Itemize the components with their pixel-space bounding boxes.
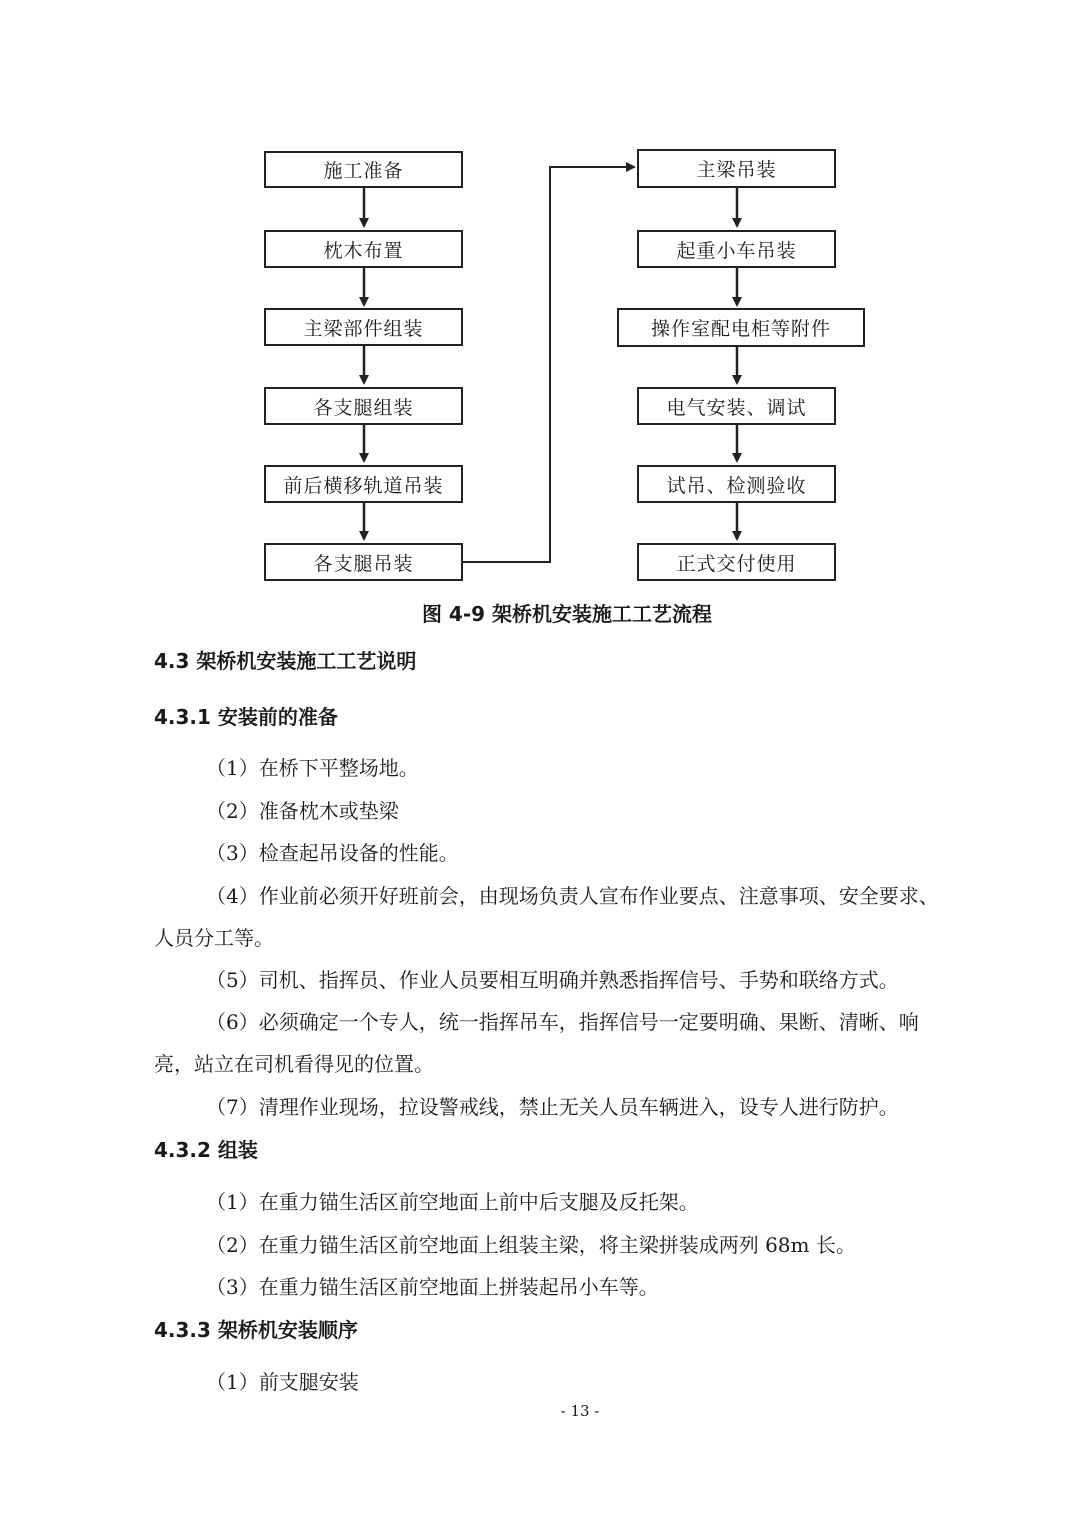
list-item: （1）在重力锚生活区前空地面上前中后支腿及反托架。 [206, 1190, 699, 1214]
flow-step-left-1: 施工准备 [264, 151, 463, 188]
list-item: （3）检查起吊设备的性能。 [206, 841, 459, 865]
section-4-3-3-title: 4.3.3 架桥机安装顺序 [154, 1318, 358, 1342]
section-4-3-2-title: 4.3.2 组装 [154, 1138, 258, 1162]
list-item: （2）在重力锚生活区前空地面上组装主梁，将主梁拼装成两列 68m 长。 [206, 1233, 856, 1257]
flow-step-right-5: 试吊、检测验收 [637, 465, 836, 503]
list-item: （1）在桥下平整场地。 [206, 756, 419, 780]
list-item: （7）清理作业现场，拉设警戒线，禁止无关人员车辆进入，设专人进行防护。 [206, 1095, 899, 1119]
flow-step-right-3: 操作室配电柜等附件 [617, 308, 865, 347]
page-number: - 13 - [560, 1402, 600, 1420]
flow-step-left-2: 枕木布置 [264, 230, 463, 268]
arrow-left-to-right [463, 167, 634, 562]
list-item-continuation: 亮，站立在司机看得见的位置。 [154, 1052, 434, 1076]
flow-step-right-2: 起重小车吊装 [637, 230, 836, 268]
figure-caption: 图 4-9 架桥机安装施工工艺流程 [421, 602, 713, 626]
flow-step-right-1: 主梁吊装 [637, 149, 836, 188]
flow-step-right-6: 正式交付使用 [637, 543, 836, 581]
flowchart-connectors [0, 0, 1080, 620]
list-item: （6）必须确定一个专人，统一指挥吊车，指挥信号一定要明确、果断、清晰、响 [206, 1010, 919, 1034]
flow-step-left-6: 各支腿吊装 [264, 543, 463, 581]
list-item: （2）准备枕木或垫梁 [206, 799, 399, 823]
section-4-3-title: 4.3 架桥机安装施工工艺说明 [154, 649, 417, 673]
flow-step-left-5: 前后横移轨道吊装 [264, 465, 463, 503]
flow-step-left-3: 主梁部件组装 [264, 308, 463, 346]
list-item: （1）前支腿安装 [206, 1370, 359, 1394]
section-4-3-1-title: 4.3.1 安装前的准备 [154, 705, 338, 729]
list-item-continuation: 人员分工等。 [154, 926, 274, 950]
list-item: （5）司机、指挥员、作业人员要相互明确并熟悉指挥信号、手势和联络方式。 [206, 968, 899, 992]
list-item: （4）作业前必须开好班前会，由现场负责人宣布作业要点、注意事项、安全要求、 [206, 884, 939, 908]
flow-step-left-4: 各支腿组装 [264, 387, 463, 425]
list-item: （3）在重力锚生活区前空地面上拼装起吊小车等。 [206, 1275, 659, 1299]
flow-step-right-4: 电气安装、调试 [637, 387, 836, 425]
